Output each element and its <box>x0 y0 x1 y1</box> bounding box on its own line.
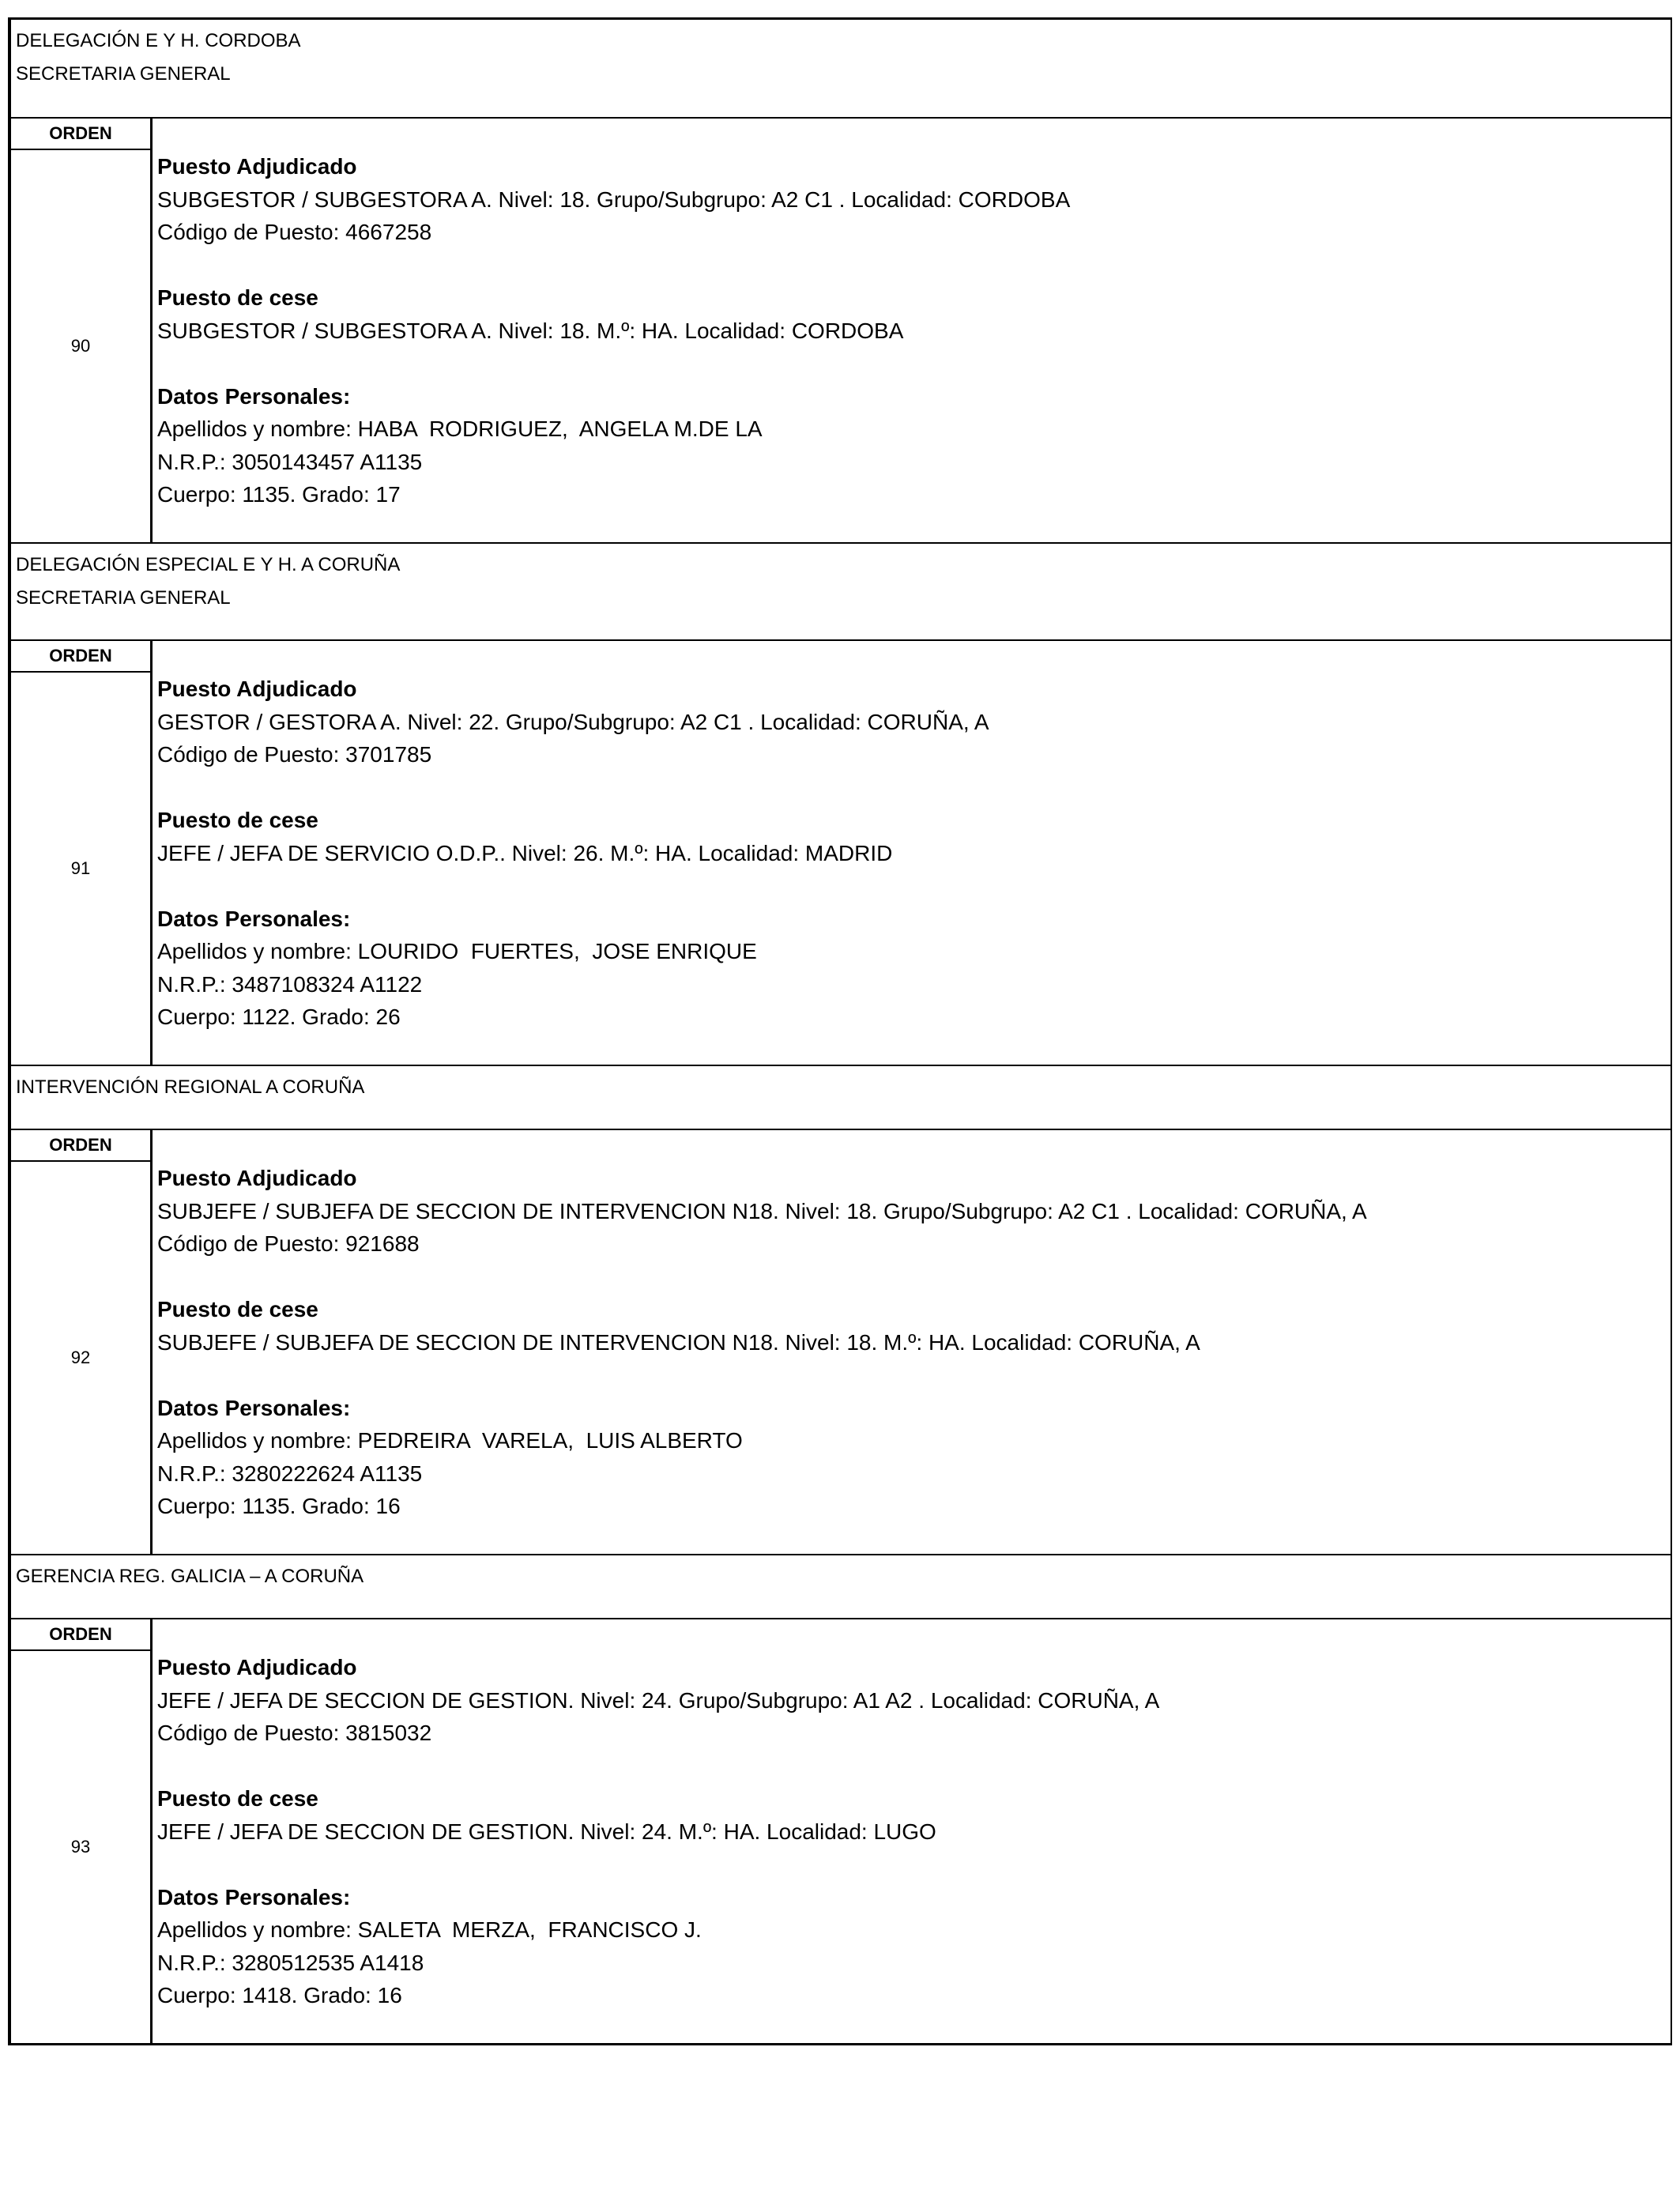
nrp: N.R.P.: 3050143457 A1135 <box>157 449 423 474</box>
entry-row <box>11 1130 1671 1554</box>
apellidos-nombre: Apellidos y nombre: LOURIDO FUERTES, JOSE ENRIQUE <box>157 939 757 963</box>
cuerpo-grado: Cuerpo: 1418. Grado: 16 <box>157 1983 402 2007</box>
datos-personales-heading: Datos Personales: <box>157 906 351 931</box>
entry-details <box>153 1130 1671 1554</box>
puesto-adjudicado-text: SUBGESTOR / SUBGESTORA A. Nivel: 18. Grupo/Subgrupo: A2 C1 . Localidad: CORDOBA <box>157 187 1071 212</box>
cuerpo-grado: Cuerpo: 1135. Grado: 16 <box>157 1494 401 1518</box>
codigo-puesto: Código de Puesto: 3701785 <box>157 742 432 767</box>
unit-name: DELEGACIÓN E Y H. CORDOBA <box>16 30 301 51</box>
nrp: N.R.P.: 3487108324 A1122 <box>157 971 423 997</box>
orden-label: ORDEN <box>11 119 150 150</box>
entry-block <box>11 1065 1671 1554</box>
puesto-adjudicado-heading: Puesto Adjudicado <box>157 154 357 179</box>
unit-header <box>11 20 1671 119</box>
puesto-cese-text: SUBJEFE / SUBJEFA DE SECCION DE INTERVENCION N18. Nivel: 18. M.º: HA. Localidad: CORUÑA, A <box>157 1329 1200 1355</box>
codigo-puesto: Código de Puesto: 921688 <box>157 1231 420 1256</box>
entry-block <box>11 1554 1671 2043</box>
datos-personales-heading: Datos Personales: <box>157 383 351 409</box>
unit-header <box>11 1065 1671 1130</box>
puesto-cese-text: JEFE / JEFA DE SERVICIO O.D.P.. Nivel: 26. M.º: HA. Localidad: MADRID <box>157 840 893 865</box>
orden-column <box>11 119 153 542</box>
unit-name: DELEGACIÓN ESPECIAL E Y H. A CORUÑA <box>16 554 401 575</box>
unit-header <box>11 542 1671 641</box>
orden-column <box>11 641 153 1065</box>
datos-personales-heading: Datos Personales: <box>157 1395 351 1420</box>
unit-header <box>11 1554 1671 1619</box>
puesto-cese-heading: Puesto de cese <box>157 808 318 832</box>
nrp: N.R.P.: 3280222624 A1135 <box>157 1461 423 1486</box>
puesto-cese-text: JEFE / JEFA DE SECCION DE GESTION. Nivel: 24. M.º: HA. Localidad: LUGO <box>157 1819 936 1844</box>
puesto-cese-heading: Puesto de cese <box>157 1786 318 1811</box>
orden-number: 91 <box>70 858 91 878</box>
puesto-cese-heading: Puesto de cese <box>157 1297 318 1321</box>
puesto-cese-heading: Puesto de cese <box>157 285 318 310</box>
orden-label: ORDEN <box>11 641 150 673</box>
unit-subname: SECRETARIA GENERAL <box>16 587 231 609</box>
codigo-puesto: Código de Puesto: 4667258 <box>157 220 432 244</box>
unit-subname: SECRETARIA GENERAL <box>16 63 231 85</box>
puesto-adjudicado-heading: Puesto Adjudicado <box>157 677 357 701</box>
orden-column <box>11 1619 153 2043</box>
entry-block <box>11 20 1671 542</box>
entry-details <box>153 1619 1671 2043</box>
unit-name: INTERVENCIÓN REGIONAL A CORUÑA <box>16 1076 365 1098</box>
cuerpo-grado: Cuerpo: 1122. Grado: 26 <box>157 1005 401 1029</box>
nrp: N.R.P.: 3280512535 A1418 <box>157 1950 424 1975</box>
entry-row <box>11 641 1671 1065</box>
orden-number: 92 <box>70 1348 91 1367</box>
apellidos-nombre: Apellidos y nombre: SALETA MERZA, FRANCISCO J. <box>157 1917 702 1942</box>
orden-number: 90 <box>70 336 91 356</box>
entry-row <box>11 1619 1671 2043</box>
apellidos-nombre: Apellidos y nombre: HABA RODRIGUEZ, ANGELA M.DE LA <box>157 417 763 441</box>
resolution-table <box>8 17 1672 2045</box>
entry-details <box>153 641 1671 1065</box>
puesto-adjudicado-text: GESTOR / GESTORA A. Nivel: 22. Grupo/Subgrupo: A2 C1 . Localidad: CORUÑA, A <box>157 709 989 734</box>
entry-row <box>11 119 1671 542</box>
unit-name: GERENCIA REG. GALICIA – A CORUÑA <box>16 1566 364 1587</box>
puesto-adjudicado-text: SUBJEFE / SUBJEFA DE SECCION DE INTERVENCION N18. Nivel: 18. Grupo/Subgrupo: A2 C1 . Localidad: CORUÑA, A <box>157 1198 1367 1223</box>
puesto-cese-text: SUBGESTOR / SUBGESTORA A. Nivel: 18. M.º: HA. Localidad: CORDOBA <box>157 318 904 343</box>
orden-label: ORDEN <box>11 1619 150 1651</box>
orden-number: 93 <box>70 1837 91 1857</box>
codigo-puesto: Código de Puesto: 3815032 <box>157 1721 432 1745</box>
entry-details <box>153 119 1671 542</box>
puesto-adjudicado-heading: Puesto Adjudicado <box>157 1166 357 1190</box>
cuerpo-grado: Cuerpo: 1135. Grado: 17 <box>157 482 401 507</box>
datos-personales-heading: Datos Personales: <box>157 1884 351 1909</box>
orden-column <box>11 1130 153 1554</box>
entry-block <box>11 542 1671 1065</box>
puesto-adjudicado-text: JEFE / JEFA DE SECCION DE GESTION. Nivel: 24. Grupo/Subgrupo: A1 A2 . Localidad: CORUÑA, A <box>157 1687 1160 1713</box>
apellidos-nombre: Apellidos y nombre: PEDREIRA VARELA, LUIS ALBERTO <box>157 1428 743 1453</box>
puesto-adjudicado-heading: Puesto Adjudicado <box>157 1655 357 1679</box>
orden-label: ORDEN <box>11 1130 150 1162</box>
